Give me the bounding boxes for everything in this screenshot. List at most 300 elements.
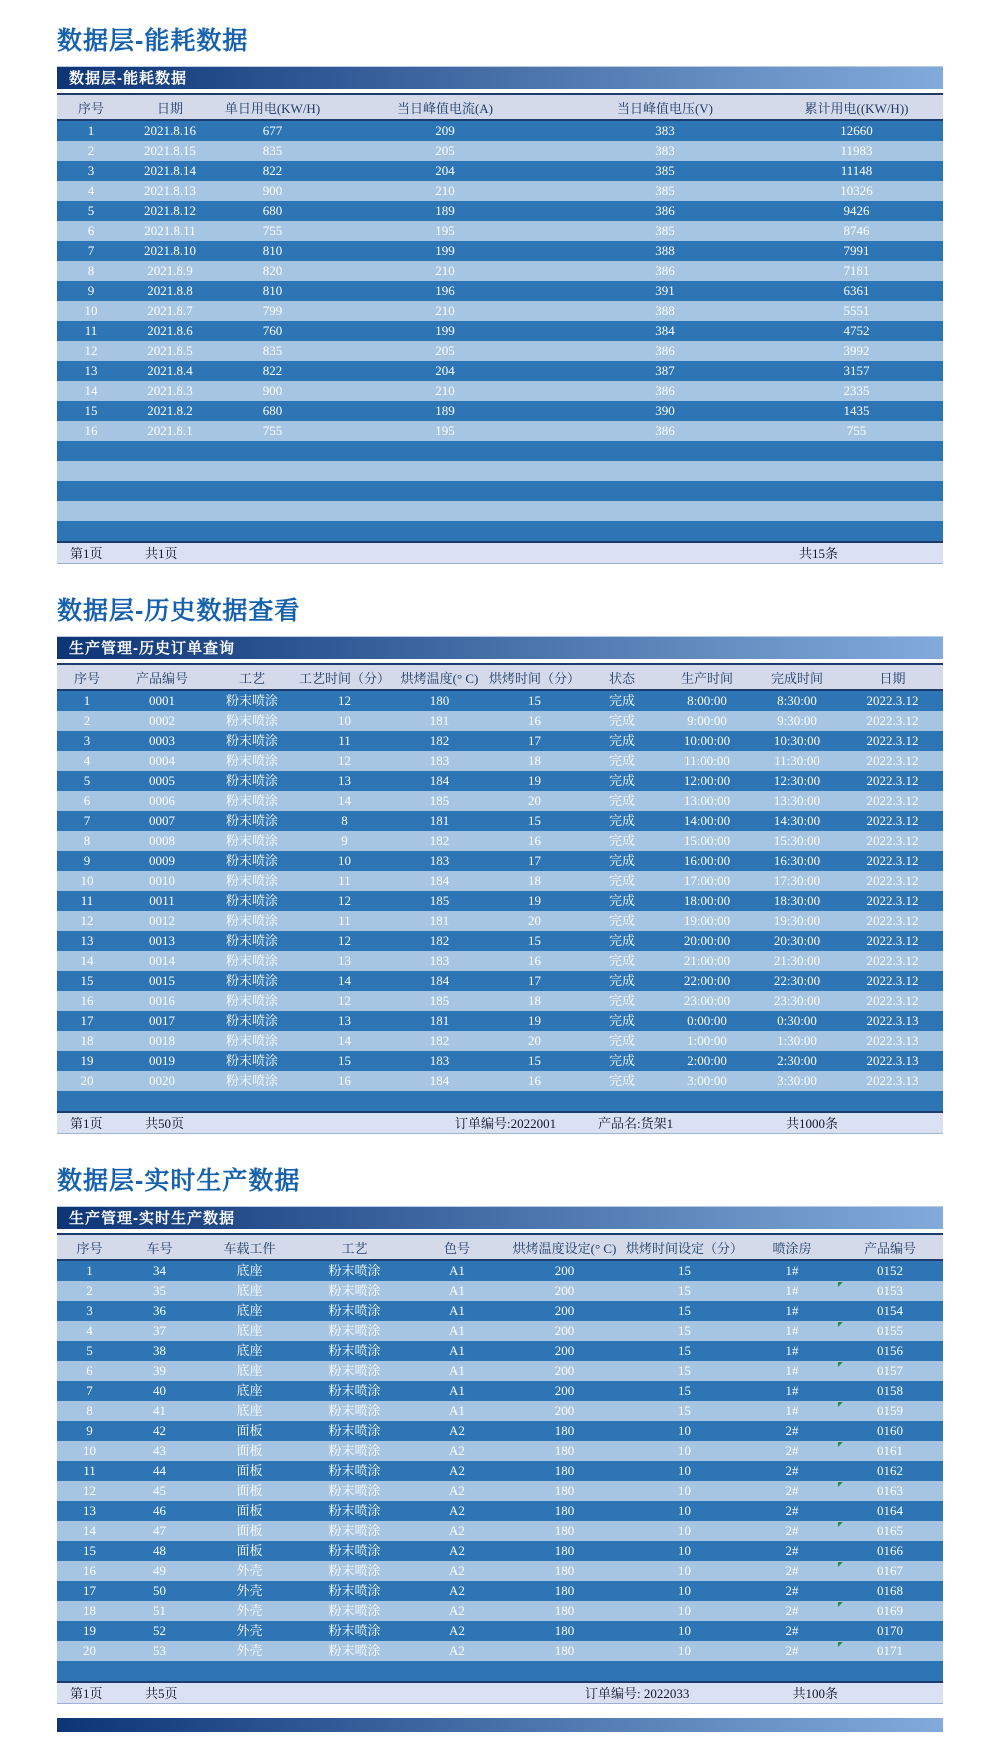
- cell: 15: [80, 973, 94, 988]
- cell: 3: [83, 733, 91, 748]
- cell: 17: [80, 1013, 94, 1028]
- cell: 0163: [837, 1481, 943, 1501]
- cell: 205: [435, 343, 455, 358]
- cell: 7: [86, 1383, 93, 1398]
- cell: 11: [84, 323, 98, 338]
- cell: 13: [338, 773, 351, 788]
- cell: 15: [84, 403, 98, 418]
- cell: 0006: [149, 793, 175, 808]
- table-row: [57, 120, 943, 141]
- table-row: [57, 261, 943, 281]
- cell: 粉末喷涂: [328, 1443, 381, 1458]
- cell: 210: [435, 383, 455, 398]
- cell: 13:00:00: [683, 793, 731, 808]
- cell: 2335: [843, 383, 870, 398]
- cell: 8: [87, 263, 95, 278]
- cell: 粉末喷涂: [328, 1323, 381, 1338]
- cell: 2#: [785, 1543, 799, 1558]
- cell: 16:00:00: [683, 853, 731, 868]
- cell: 10326: [840, 183, 873, 198]
- cell: 5: [83, 773, 91, 788]
- cell: 12:00:00: [683, 773, 731, 788]
- cell: 粉末喷涂: [328, 1563, 381, 1578]
- cell: 粉末喷涂: [225, 933, 278, 948]
- cell: 完成: [608, 953, 635, 968]
- cell: 2021.8.10: [144, 243, 196, 258]
- cell: 13:30:00: [773, 793, 821, 808]
- cell: 42: [153, 1423, 166, 1438]
- cell: 0004: [149, 753, 175, 768]
- cell: 2021.8.4: [147, 363, 193, 378]
- table-row: [57, 1321, 943, 1341]
- cell: 1435: [843, 403, 870, 418]
- cell: 182: [429, 933, 450, 948]
- cell: 184: [429, 873, 450, 888]
- cell: 20: [528, 913, 541, 928]
- cell: 14: [80, 953, 94, 968]
- cell: 13: [338, 1013, 351, 1028]
- cell: 2022.3.12: [866, 753, 919, 768]
- column-header: 车载工件: [197, 1234, 302, 1260]
- cell: 14: [338, 793, 351, 808]
- cell: 2021.8.5: [147, 343, 193, 358]
- cell: 15: [528, 1053, 541, 1068]
- column-header-row: [57, 664, 943, 690]
- table-row: [57, 1341, 943, 1361]
- cell: 2022.3.12: [866, 713, 919, 728]
- cell: 196: [435, 283, 455, 298]
- cell: 2#: [785, 1603, 799, 1618]
- cell: 200: [554, 1323, 575, 1338]
- column-header: 当日峰值电流(A): [330, 94, 560, 120]
- cell: 15: [338, 1053, 351, 1068]
- cell: 粉末喷涂: [328, 1483, 381, 1498]
- cell: 386: [655, 203, 675, 218]
- cell: A1: [449, 1323, 465, 1338]
- cell: 36: [153, 1303, 166, 1318]
- cell: 18:30:00: [773, 893, 821, 908]
- table-row: [57, 951, 943, 971]
- cell: 189: [435, 403, 455, 418]
- cell: 2: [86, 1283, 93, 1298]
- cell: 4752: [843, 323, 870, 338]
- cell: 46: [153, 1503, 166, 1518]
- cell: 17: [528, 853, 541, 868]
- cell: 0152: [877, 1263, 903, 1278]
- product-name: 产品名:货架1: [598, 1116, 674, 1131]
- table-row: [57, 751, 943, 771]
- cell: 35: [153, 1283, 166, 1298]
- cell: 粉末喷涂: [328, 1283, 381, 1298]
- cell: 0019: [149, 1053, 175, 1068]
- cell: 0007: [149, 813, 175, 828]
- cell: 完成: [608, 1033, 635, 1048]
- cell: 181: [429, 813, 450, 828]
- cell: 2021.8.6: [147, 323, 193, 338]
- cell: 10: [678, 1643, 691, 1658]
- cell: 15: [528, 813, 541, 828]
- cell: 200: [554, 1403, 575, 1418]
- cell: 14: [338, 973, 351, 988]
- cell: 7181: [843, 263, 870, 278]
- cell: 388: [655, 303, 675, 318]
- cell: 50: [153, 1583, 166, 1598]
- cell: 180: [554, 1423, 575, 1438]
- cell: 16: [83, 1563, 96, 1578]
- cell: A2: [449, 1423, 465, 1438]
- table-row: [57, 1401, 943, 1421]
- cell: 12: [84, 343, 98, 358]
- table-title: 生产管理-实时生产数据: [69, 1210, 235, 1227]
- cell: 粉末喷涂: [328, 1583, 381, 1598]
- section-realtime-data: [57, 1166, 943, 1704]
- cell: 底座: [236, 1403, 263, 1418]
- cell: 195: [435, 223, 455, 238]
- cell: 20:30:00: [773, 933, 821, 948]
- cell: 200: [554, 1343, 575, 1358]
- cell: 1#: [785, 1263, 799, 1278]
- column-header: 序号: [57, 664, 117, 690]
- cell: 粉末喷涂: [225, 853, 278, 868]
- cell: 12: [338, 933, 351, 948]
- cell: 180: [554, 1463, 575, 1478]
- cell: 16: [84, 423, 98, 438]
- cell: 粉末喷涂: [225, 793, 278, 808]
- cell: 粉末喷涂: [225, 693, 278, 708]
- cell: 22:30:00: [773, 973, 821, 988]
- cell: 10: [678, 1503, 691, 1518]
- column-header: 工艺时间（分）: [297, 664, 392, 690]
- cell: 0161: [837, 1441, 943, 1461]
- cell: 23:00:00: [683, 993, 731, 1008]
- cell: 粉末喷涂: [328, 1423, 381, 1438]
- cell: 3157: [843, 363, 870, 378]
- cell: 810: [262, 243, 283, 258]
- cell: 19: [528, 893, 541, 908]
- column-header: 烘烤温度(° C): [392, 664, 487, 690]
- table-row: [57, 931, 943, 951]
- cell: 386: [655, 383, 675, 398]
- cell: 20: [83, 1643, 96, 1658]
- cell: 47: [153, 1523, 166, 1538]
- total-pages: 共5页: [145, 1686, 178, 1701]
- cell: 粉末喷涂: [328, 1363, 381, 1378]
- table-row: [57, 161, 943, 181]
- cell: 3: [87, 163, 95, 178]
- cell: 0158: [877, 1383, 903, 1398]
- table-row: [57, 1581, 943, 1601]
- cell: 15: [678, 1363, 691, 1378]
- cell: 粉末喷涂: [225, 813, 278, 828]
- cell: 185: [429, 893, 450, 908]
- cell: 12: [83, 1483, 96, 1498]
- cell: 13: [338, 953, 351, 968]
- section-history-data: [57, 596, 943, 1134]
- cell: 180: [554, 1563, 575, 1578]
- cell: 680: [262, 203, 283, 218]
- cell: 16: [528, 833, 541, 848]
- cell: 19: [80, 1053, 94, 1068]
- table-row: [57, 1281, 943, 1301]
- cell: 11: [338, 913, 351, 928]
- cell: 180: [554, 1503, 575, 1518]
- cell: 18: [528, 993, 541, 1008]
- section-title: 数据层-历史数据查看: [57, 597, 301, 625]
- column-header: 烘烤温度设定(° C): [507, 1234, 622, 1260]
- section-title: 数据层-能耗数据: [57, 27, 249, 55]
- cell: 粉末喷涂: [225, 873, 278, 888]
- cell: 16: [528, 953, 541, 968]
- cell: 11: [83, 1463, 96, 1478]
- table-row: [57, 281, 943, 301]
- cell: 粉末喷涂: [225, 913, 278, 928]
- cell: 0010: [149, 873, 175, 888]
- cell: 45: [153, 1483, 166, 1498]
- table-row: [57, 201, 943, 221]
- cell: 2022.3.12: [866, 913, 919, 928]
- cell: 16: [528, 1073, 541, 1088]
- cell: 15: [528, 933, 541, 948]
- cell: 383: [655, 143, 675, 158]
- table-row: [57, 1561, 943, 1581]
- cell: 390: [655, 403, 675, 418]
- table-row: [57, 1541, 943, 1561]
- cell: 53: [153, 1643, 166, 1658]
- cell: 0001: [149, 693, 175, 708]
- cell: [57, 481, 943, 501]
- cell: 16:30:00: [773, 853, 821, 868]
- cell: 22:00:00: [683, 973, 731, 988]
- cell: 面板: [236, 1443, 263, 1458]
- cell: 底座: [236, 1383, 263, 1398]
- cell: 185: [429, 993, 450, 1008]
- total-pages: 共50页: [145, 1116, 185, 1131]
- cell: A1: [449, 1303, 465, 1318]
- record-count: 共15条: [798, 546, 838, 561]
- table-title-bar: [57, 636, 943, 659]
- cell: 完成: [608, 853, 635, 868]
- cell: [57, 1091, 943, 1111]
- cell: 完成: [608, 973, 635, 988]
- cell: 6: [83, 793, 91, 808]
- cell: 粉末喷涂: [225, 753, 278, 768]
- table-row: [57, 891, 943, 911]
- cell: 12: [338, 753, 351, 768]
- cell: 面板: [236, 1463, 263, 1478]
- cell: 完成: [608, 733, 635, 748]
- cell: 0003: [149, 733, 175, 748]
- cell: 7991: [843, 243, 870, 258]
- cell: 7: [87, 243, 95, 258]
- cell: 外壳: [236, 1643, 263, 1658]
- cell: 20: [528, 793, 541, 808]
- cell: 粉末喷涂: [225, 1013, 278, 1028]
- cell: 48: [153, 1543, 166, 1558]
- table-row: [57, 1641, 943, 1661]
- cell: 9: [86, 1423, 93, 1438]
- cell: 2021.8.14: [144, 163, 196, 178]
- cell: 20: [80, 1073, 94, 1088]
- cell: 完成: [608, 793, 635, 808]
- cell: 0153: [837, 1281, 943, 1301]
- cell: 15: [528, 693, 541, 708]
- cell: 18: [83, 1603, 96, 1618]
- column-header-row: [57, 1234, 943, 1260]
- cell: 10: [83, 1443, 96, 1458]
- cell: 384: [655, 323, 675, 338]
- cell: 2021.8.15: [144, 143, 196, 158]
- column-header: 完成时间: [752, 664, 842, 690]
- table-title: 生产管理-历史订单查询: [69, 640, 235, 657]
- column-header: 单日用电(KW/H): [215, 94, 330, 120]
- cell: 387: [655, 363, 675, 378]
- cell: 385: [655, 223, 675, 238]
- cell: 13: [83, 1503, 96, 1518]
- cell: 199: [435, 323, 455, 338]
- cell: 0162: [877, 1463, 903, 1478]
- cell: 183: [429, 753, 450, 768]
- cell: 粉末喷涂: [328, 1303, 381, 1318]
- cell: 210: [435, 263, 455, 278]
- cell: A1: [449, 1283, 465, 1298]
- cell: 0012: [149, 913, 175, 928]
- cell: 9: [87, 283, 95, 298]
- cell: 11: [338, 873, 351, 888]
- cell: 1#: [785, 1343, 799, 1358]
- cell: 粉末喷涂: [328, 1543, 381, 1558]
- cell: 10: [678, 1483, 691, 1498]
- cell: 41: [153, 1403, 166, 1418]
- cell: 180: [554, 1543, 575, 1558]
- page-indicator: 第1页: [70, 1686, 103, 1701]
- cell: 17:00:00: [683, 873, 731, 888]
- cell: 完成: [608, 713, 635, 728]
- cell: 180: [554, 1583, 575, 1598]
- section-energy-data: [57, 26, 943, 564]
- cell: 385: [655, 163, 675, 178]
- cell: 180: [554, 1523, 575, 1538]
- cell: 1: [83, 693, 91, 708]
- table-footer: [57, 1111, 943, 1134]
- cell: 13: [84, 363, 98, 378]
- cell: 12: [338, 693, 351, 708]
- cell: 底座: [236, 1263, 263, 1278]
- cell: 0:30:00: [777, 1013, 817, 1028]
- cell: 粉末喷涂: [328, 1383, 381, 1398]
- column-header: 烘烤时间（分）: [487, 664, 582, 690]
- cell: 2021.8.12: [144, 203, 196, 218]
- cell: 15: [678, 1403, 691, 1418]
- table-title-bar: [57, 1206, 943, 1229]
- cell: 8746: [843, 223, 870, 238]
- cell: 385: [655, 183, 675, 198]
- table-row: [57, 791, 943, 811]
- cell: 0165: [837, 1521, 943, 1541]
- cell: 2#: [785, 1643, 799, 1658]
- cell: 完成: [608, 1073, 635, 1088]
- cell: 2#: [785, 1463, 799, 1478]
- cell: 完成: [608, 933, 635, 948]
- cell: 2:00:00: [687, 1053, 727, 1068]
- table-row: [57, 991, 943, 1011]
- cell: A1: [449, 1363, 465, 1378]
- cell: [57, 441, 943, 461]
- cell: 2021.8.9: [147, 263, 193, 278]
- cell: 10: [678, 1563, 691, 1578]
- cell: 0020: [149, 1073, 175, 1088]
- cell: [57, 461, 943, 481]
- cell: 6: [87, 223, 95, 238]
- cell: 10: [338, 713, 351, 728]
- cell: 外壳: [236, 1623, 263, 1638]
- cell: 760: [262, 323, 283, 338]
- cell: 外壳: [236, 1583, 263, 1598]
- empty-row: [57, 521, 943, 541]
- cell: 20: [528, 1033, 541, 1048]
- cell: 184: [429, 973, 450, 988]
- cell: 0154: [877, 1303, 903, 1318]
- cell: 2022.3.12: [866, 793, 919, 808]
- cell: 0166: [877, 1543, 903, 1558]
- cell: 1#: [785, 1303, 799, 1318]
- cell: 2022.3.12: [866, 973, 919, 988]
- cell: 2022.3.12: [866, 993, 919, 1008]
- cell: 0017: [149, 1013, 175, 1028]
- cell: 0155: [837, 1321, 943, 1341]
- cell: 37: [153, 1323, 166, 1338]
- cell: 181: [429, 713, 450, 728]
- cell: 2022.3.13: [866, 1013, 919, 1028]
- cell: 383: [655, 123, 675, 138]
- cell: 12: [338, 893, 351, 908]
- table-footer: [57, 1681, 943, 1704]
- cell: 13: [80, 933, 94, 948]
- table-row: [57, 1621, 943, 1641]
- cell: 3: [86, 1303, 93, 1318]
- cell: 204: [435, 363, 455, 378]
- page-indicator: 第1页: [70, 1116, 103, 1131]
- cell: 粉末喷涂: [225, 953, 278, 968]
- cell: 2#: [785, 1503, 799, 1518]
- cell: 10:30:00: [773, 733, 821, 748]
- column-header: 色号: [407, 1234, 507, 1260]
- cell: 2022.3.13: [866, 1033, 919, 1048]
- cell: 0157: [837, 1361, 943, 1381]
- cell: 34: [153, 1263, 166, 1278]
- cell: 完成: [608, 813, 635, 828]
- cell: 386: [655, 263, 675, 278]
- cell: 0156: [877, 1343, 903, 1358]
- cell: 43: [153, 1443, 166, 1458]
- cell: 21:30:00: [773, 953, 821, 968]
- cell: 0168: [877, 1583, 903, 1598]
- cell: 11983: [840, 143, 873, 158]
- cell: 2022.3.12: [866, 873, 919, 888]
- column-header: 序号: [57, 94, 125, 120]
- column-header: 工艺: [302, 1234, 407, 1260]
- column-header: 当日峰值电压(V): [560, 94, 770, 120]
- record-count: 共1000条: [785, 1116, 838, 1131]
- table-row: [57, 401, 943, 421]
- cell: 2#: [785, 1423, 799, 1438]
- cell: 2#: [785, 1563, 799, 1578]
- cell: 23:30:00: [773, 993, 821, 1008]
- cell: 9:30:00: [777, 713, 817, 728]
- cell: 7: [83, 813, 91, 828]
- cell: 2#: [785, 1583, 799, 1598]
- cell: 19: [83, 1623, 96, 1638]
- table-row: [57, 1441, 943, 1461]
